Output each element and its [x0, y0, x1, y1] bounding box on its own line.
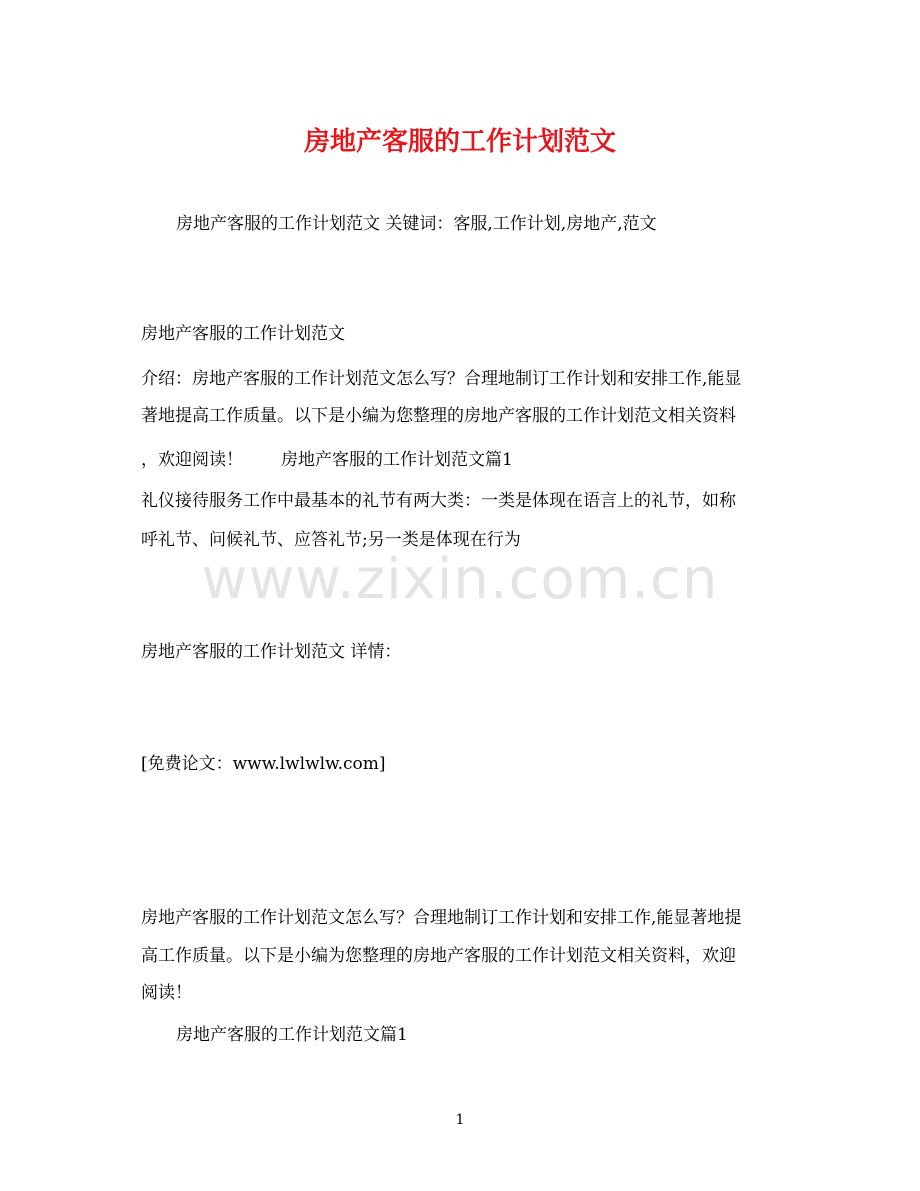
body-para-line-2: 高工作质量。以下是小编为您整理的房地产客服的工作计划范文相关资料，欢迎	[141, 946, 736, 966]
watermark: www.zixin.com.cn	[201, 547, 719, 612]
intro-line-3	[141, 448, 513, 472]
page-title: 房地产客服的工作计划范文	[303, 127, 616, 157]
body-para-line-3: 阅读！	[141, 983, 192, 1003]
intro-line-3-b: 房地产客服的工作计划范文篇1	[281, 450, 513, 470]
etiquette-line-1: 礼仪接待服务工作中最基本的礼节有两大类：一类是体现在语言上的礼节，如称	[141, 491, 736, 511]
section-heading: 房地产客服的工作计划范文	[141, 324, 345, 344]
body-para-line-1: 房地产客服的工作计划范文怎么写？合理地制订工作计划和安排工作,能显著地提	[141, 908, 742, 928]
intro-line-3-a: ，欢迎阅读！	[141, 450, 243, 470]
details-line: 房地产客服的工作计划范文 详情：	[141, 642, 402, 662]
keywords-line: 房地产客服的工作计划范文 关键词：客服,工作计划,房地产,范文	[176, 214, 657, 234]
intro-line-2: 著地提高工作质量。以下是小编为您整理的房地产客服的工作计划范文相关资料	[141, 406, 736, 426]
etiquette-line-2: 呼礼节、问候礼节、应答礼节;另一类是体现在行为	[141, 530, 521, 550]
page-number: 1	[455, 1112, 465, 1128]
chapter-line: 房地产客服的工作计划范文篇1	[176, 1025, 408, 1045]
intro-line-1: 介绍：房地产客服的工作计划范文怎么写？合理地制订工作计划和安排工作,能显	[141, 369, 742, 389]
free-paper-line: [免费论文：www.lwlwlw.com]	[141, 754, 386, 774]
